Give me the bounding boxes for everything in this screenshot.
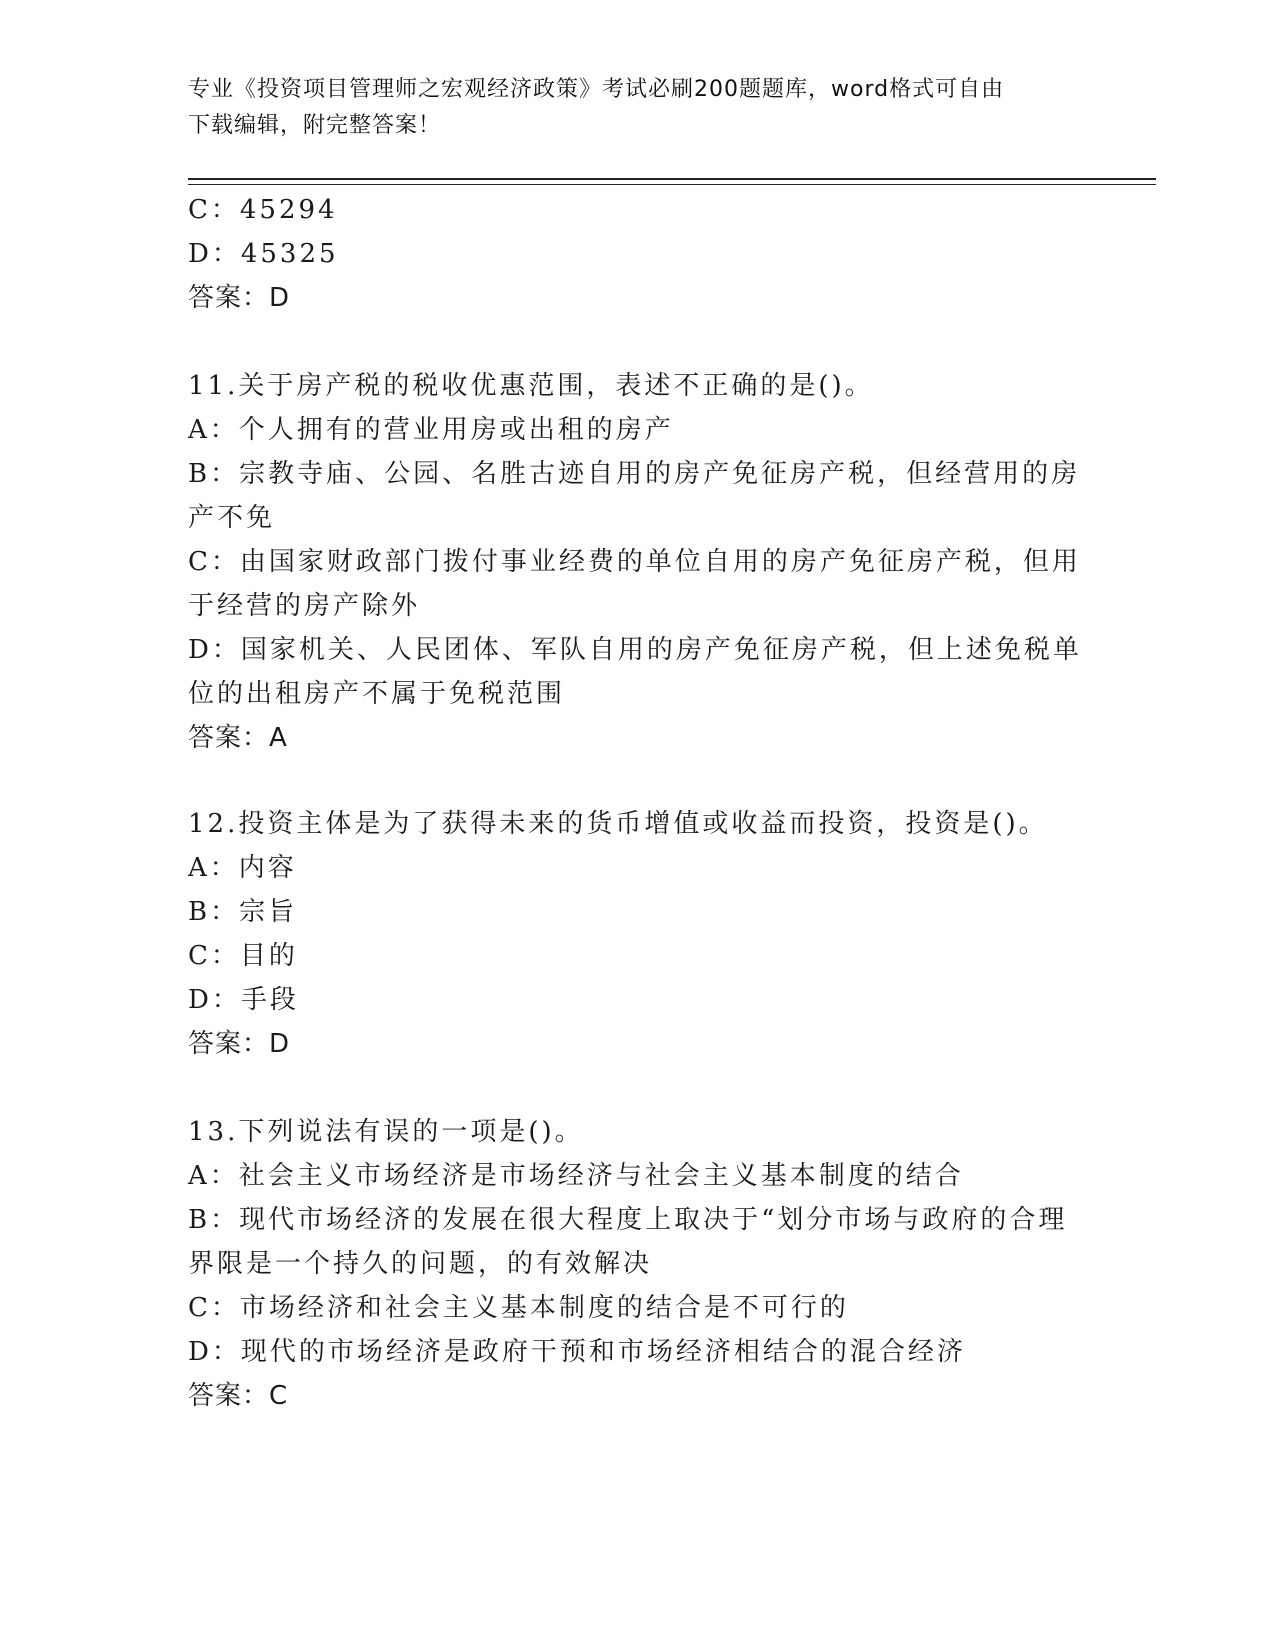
header-line-1: 专业《投资项目管理师之宏观经济政策》考试必刷200题题库，word格式可自由 bbox=[188, 77, 1005, 102]
option-a: A：社会主义市场经济是市场经济与社会主义基本制度的结合 bbox=[188, 1161, 964, 1191]
question-stem: 12.投资主体是为了获得未来的货币增值或收益而投资，投资是()。 bbox=[188, 809, 1048, 839]
option-a: A：内容 bbox=[188, 853, 297, 883]
option-d-continued: 位的出租房产不属于免税范围 bbox=[188, 679, 566, 709]
answer: 答案：A bbox=[188, 723, 288, 753]
option-d: D：45325 bbox=[188, 239, 339, 269]
option-c-continued: 于经营的房产除外 bbox=[188, 591, 421, 621]
option-c: C：由国家财政部门拨付事业经费的单位自用的房产免征房产税，但用 bbox=[188, 547, 1081, 577]
option-c: C：市场经济和社会主义基本制度的结合是不可行的 bbox=[188, 1293, 849, 1323]
option-b: B：宗教寺庙、公园、名胜古迹自用的房产免征房产税，但经营用的房 bbox=[188, 459, 1081, 489]
option-b-continued: 产不免 bbox=[188, 503, 276, 533]
answer: 答案：C bbox=[188, 1381, 289, 1411]
answer: 答案：D bbox=[188, 283, 291, 313]
header-rule-thick bbox=[188, 178, 1156, 180]
option-c: C：45294 bbox=[188, 195, 338, 225]
answer: 答案：D bbox=[188, 1029, 291, 1059]
page-header bbox=[188, 72, 1068, 144]
header-line-2: 下载编辑，附完整答案！ bbox=[188, 113, 442, 138]
option-c: C：目的 bbox=[188, 941, 298, 971]
option-d: D：现代的市场经济是政府干预和市场经济相结合的混合经济 bbox=[188, 1337, 966, 1367]
option-b: B：宗旨 bbox=[188, 897, 298, 927]
option-a: A：个人拥有的营业用房或出租的房产 bbox=[188, 415, 674, 445]
header-rule-thin bbox=[188, 184, 1156, 185]
option-d: D：手段 bbox=[188, 985, 299, 1015]
question-stem: 13.下列说法有误的一项是()。 bbox=[188, 1117, 584, 1147]
question-stem: 11.关于房产税的税收优惠范围，表述不正确的是()。 bbox=[188, 371, 874, 401]
option-b: B：现代市场经济的发展在很大程度上取决于“划分市场与政府的合理 bbox=[188, 1205, 1068, 1235]
option-b-continued: 界限是一个持久的问题，的有效解决 bbox=[188, 1249, 653, 1279]
option-d: D：国家机关、人民团体、军队自用的房产免征房产税，但上述免税单 bbox=[188, 635, 1082, 665]
